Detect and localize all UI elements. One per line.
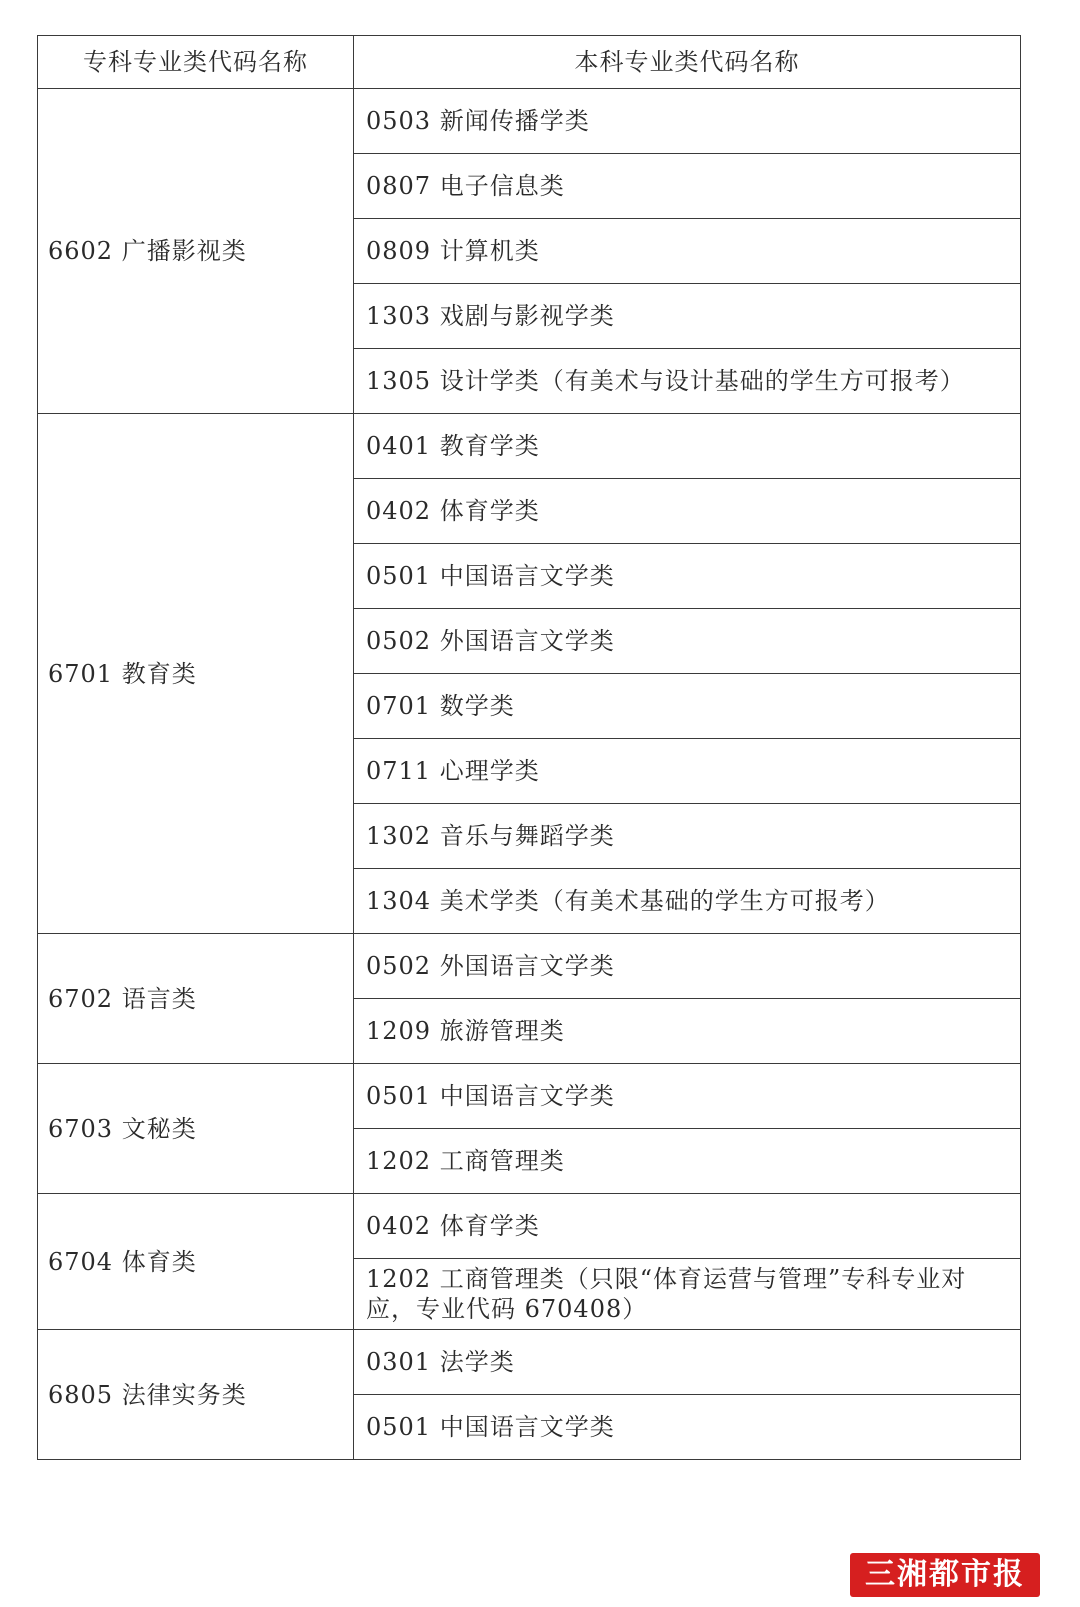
benke-cell: 0711 心理学类	[354, 739, 1021, 804]
table-row	[38, 1064, 1021, 1129]
benke-cell: 1209 旅游管理类	[354, 999, 1021, 1064]
table-header-row	[38, 36, 1021, 89]
benke-cell: 1303 戏剧与影视学类	[354, 284, 1021, 349]
benke-cell: 0701 数学类	[354, 674, 1021, 739]
zhuanke-cell: 6703 文秘类	[38, 1064, 354, 1194]
zhuanke-cell: 6701 教育类	[38, 414, 354, 934]
benke-cell: 0301 法学类	[354, 1330, 1021, 1395]
benke-cell: 0502 外国语言文学类	[354, 934, 1021, 999]
table-row	[38, 89, 1021, 154]
header-zhuanke: 专科专业类代码名称	[38, 36, 354, 89]
benke-cell: 0402 体育学类	[354, 479, 1021, 544]
benke-cell: 0501 中国语言文学类	[354, 1395, 1021, 1460]
benke-cell: 1304 美术学类（有美术基础的学生方可报考）	[354, 869, 1021, 934]
benke-cell: 1302 音乐与舞蹈学类	[354, 804, 1021, 869]
table-row	[38, 1330, 1021, 1395]
benke-cell: 0501 中国语言文学类	[354, 1064, 1021, 1129]
zhuanke-cell: 6805 法律实务类	[38, 1330, 354, 1460]
newspaper-logo-watermark: 三湘都市报	[850, 1553, 1040, 1597]
benke-cell: 0502 外国语言文学类	[354, 609, 1021, 674]
benke-cell: 1305 设计学类（有美术与设计基础的学生方可报考）	[354, 349, 1021, 414]
benke-cell: 1202 工商管理类	[354, 1129, 1021, 1194]
benke-cell: 0807 电子信息类	[354, 154, 1021, 219]
table-row	[38, 414, 1021, 479]
benke-cell: 1202 工商管理类（只限“体育运营与管理”专科专业对应，专业代码 670408）	[354, 1259, 1021, 1330]
table-row	[38, 934, 1021, 999]
header-benke: 本科专业类代码名称	[354, 36, 1021, 89]
benke-cell: 0501 中国语言文学类	[354, 544, 1021, 609]
benke-cell: 0402 体育学类	[354, 1194, 1021, 1259]
zhuanke-cell: 6602 广播影视类	[38, 89, 354, 414]
benke-cell: 0401 教育学类	[354, 414, 1021, 479]
benke-cell: 0809 计算机类	[354, 219, 1021, 284]
major-mapping-table	[37, 35, 1021, 1460]
zhuanke-cell: 6702 语言类	[38, 934, 354, 1064]
benke-cell: 0503 新闻传播学类	[354, 89, 1021, 154]
table-row	[38, 1194, 1021, 1259]
zhuanke-cell: 6704 体育类	[38, 1194, 354, 1330]
